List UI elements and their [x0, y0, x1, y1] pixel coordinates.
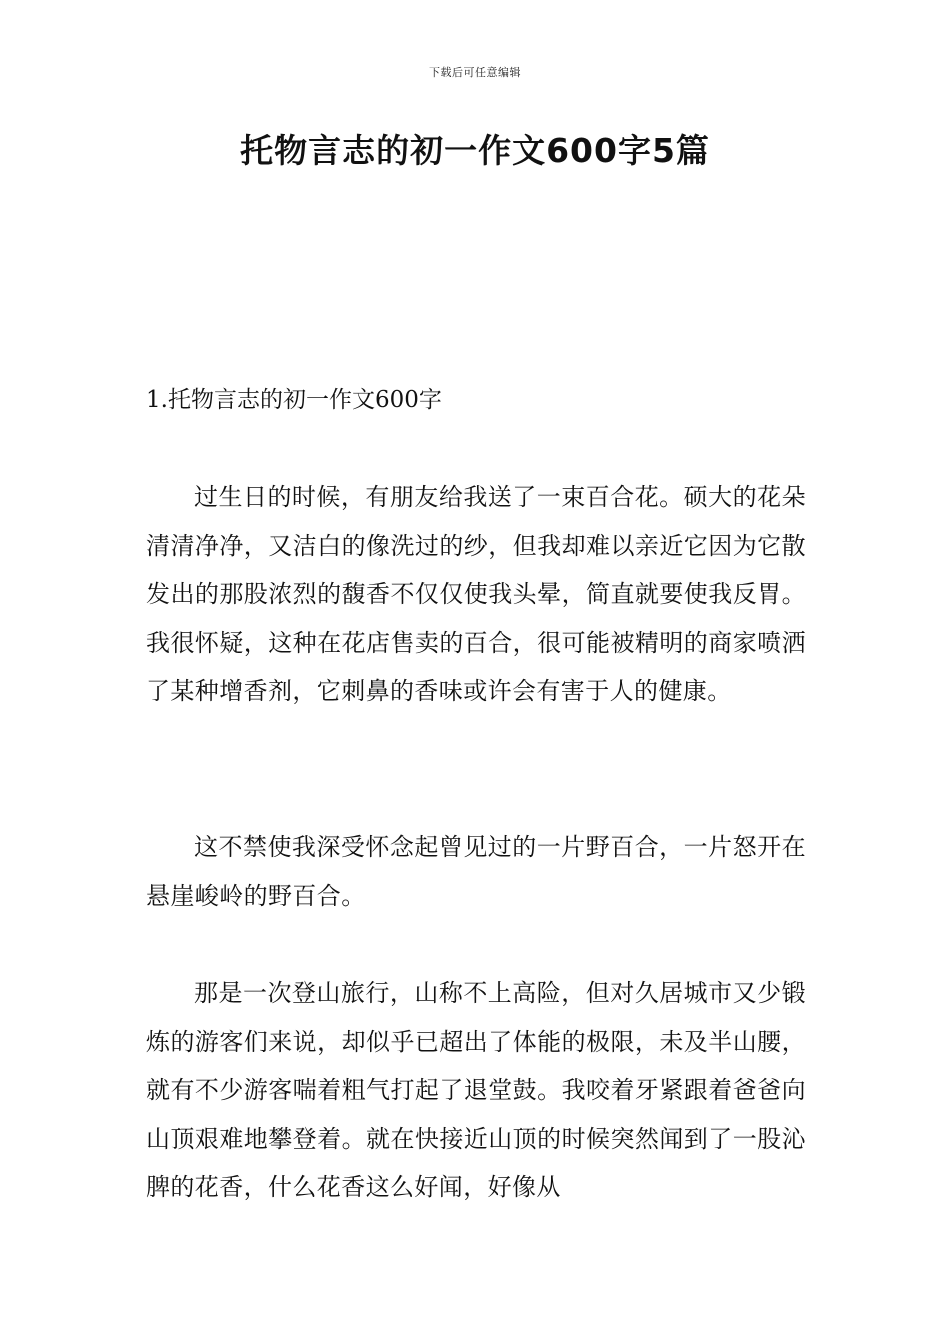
paragraph-1: 过生日的时候，有朋友给我送了一束百合花。硕大的花朵清清净净，又洁白的像洗过的纱，但我却难以亲近它因为它散发出的那股浓烈的馥香不仅仅使我头晕，简直就要使我反胃。我很怀疑，这种在花店售卖的百合，很可能被精明的商家喷洒了某种增香剂，它刺鼻的香味或许会有害于人的健康。 — [146, 483, 806, 705]
document-title: 托物言志的初一作文600字5篇 — [240, 131, 710, 170]
paragraph-3: 那是一次登山旅行，山称不上高险，但对久居城市又少锻炼的游客们来说，却似乎已超出了体能的极限，未及半山腰，就有不少游客喘着粗气打起了退堂鼓。我咬着牙紧跟着爸爸向山顶艰难地攀登着。就在快接近山顶的时候突然闻到了一股沁脾的花香，什么花香这么好闻，好像从 — [146, 979, 806, 1201]
paragraph-2: 这不禁使我深受怀念起曾见过的一片野百合，一片怒开在悬崖峻岭的野百合。 — [146, 833, 806, 910]
header-note: 下载后可任意编辑 — [429, 66, 521, 79]
section-heading: 1.托物言志的初一作文600字 — [146, 387, 442, 413]
